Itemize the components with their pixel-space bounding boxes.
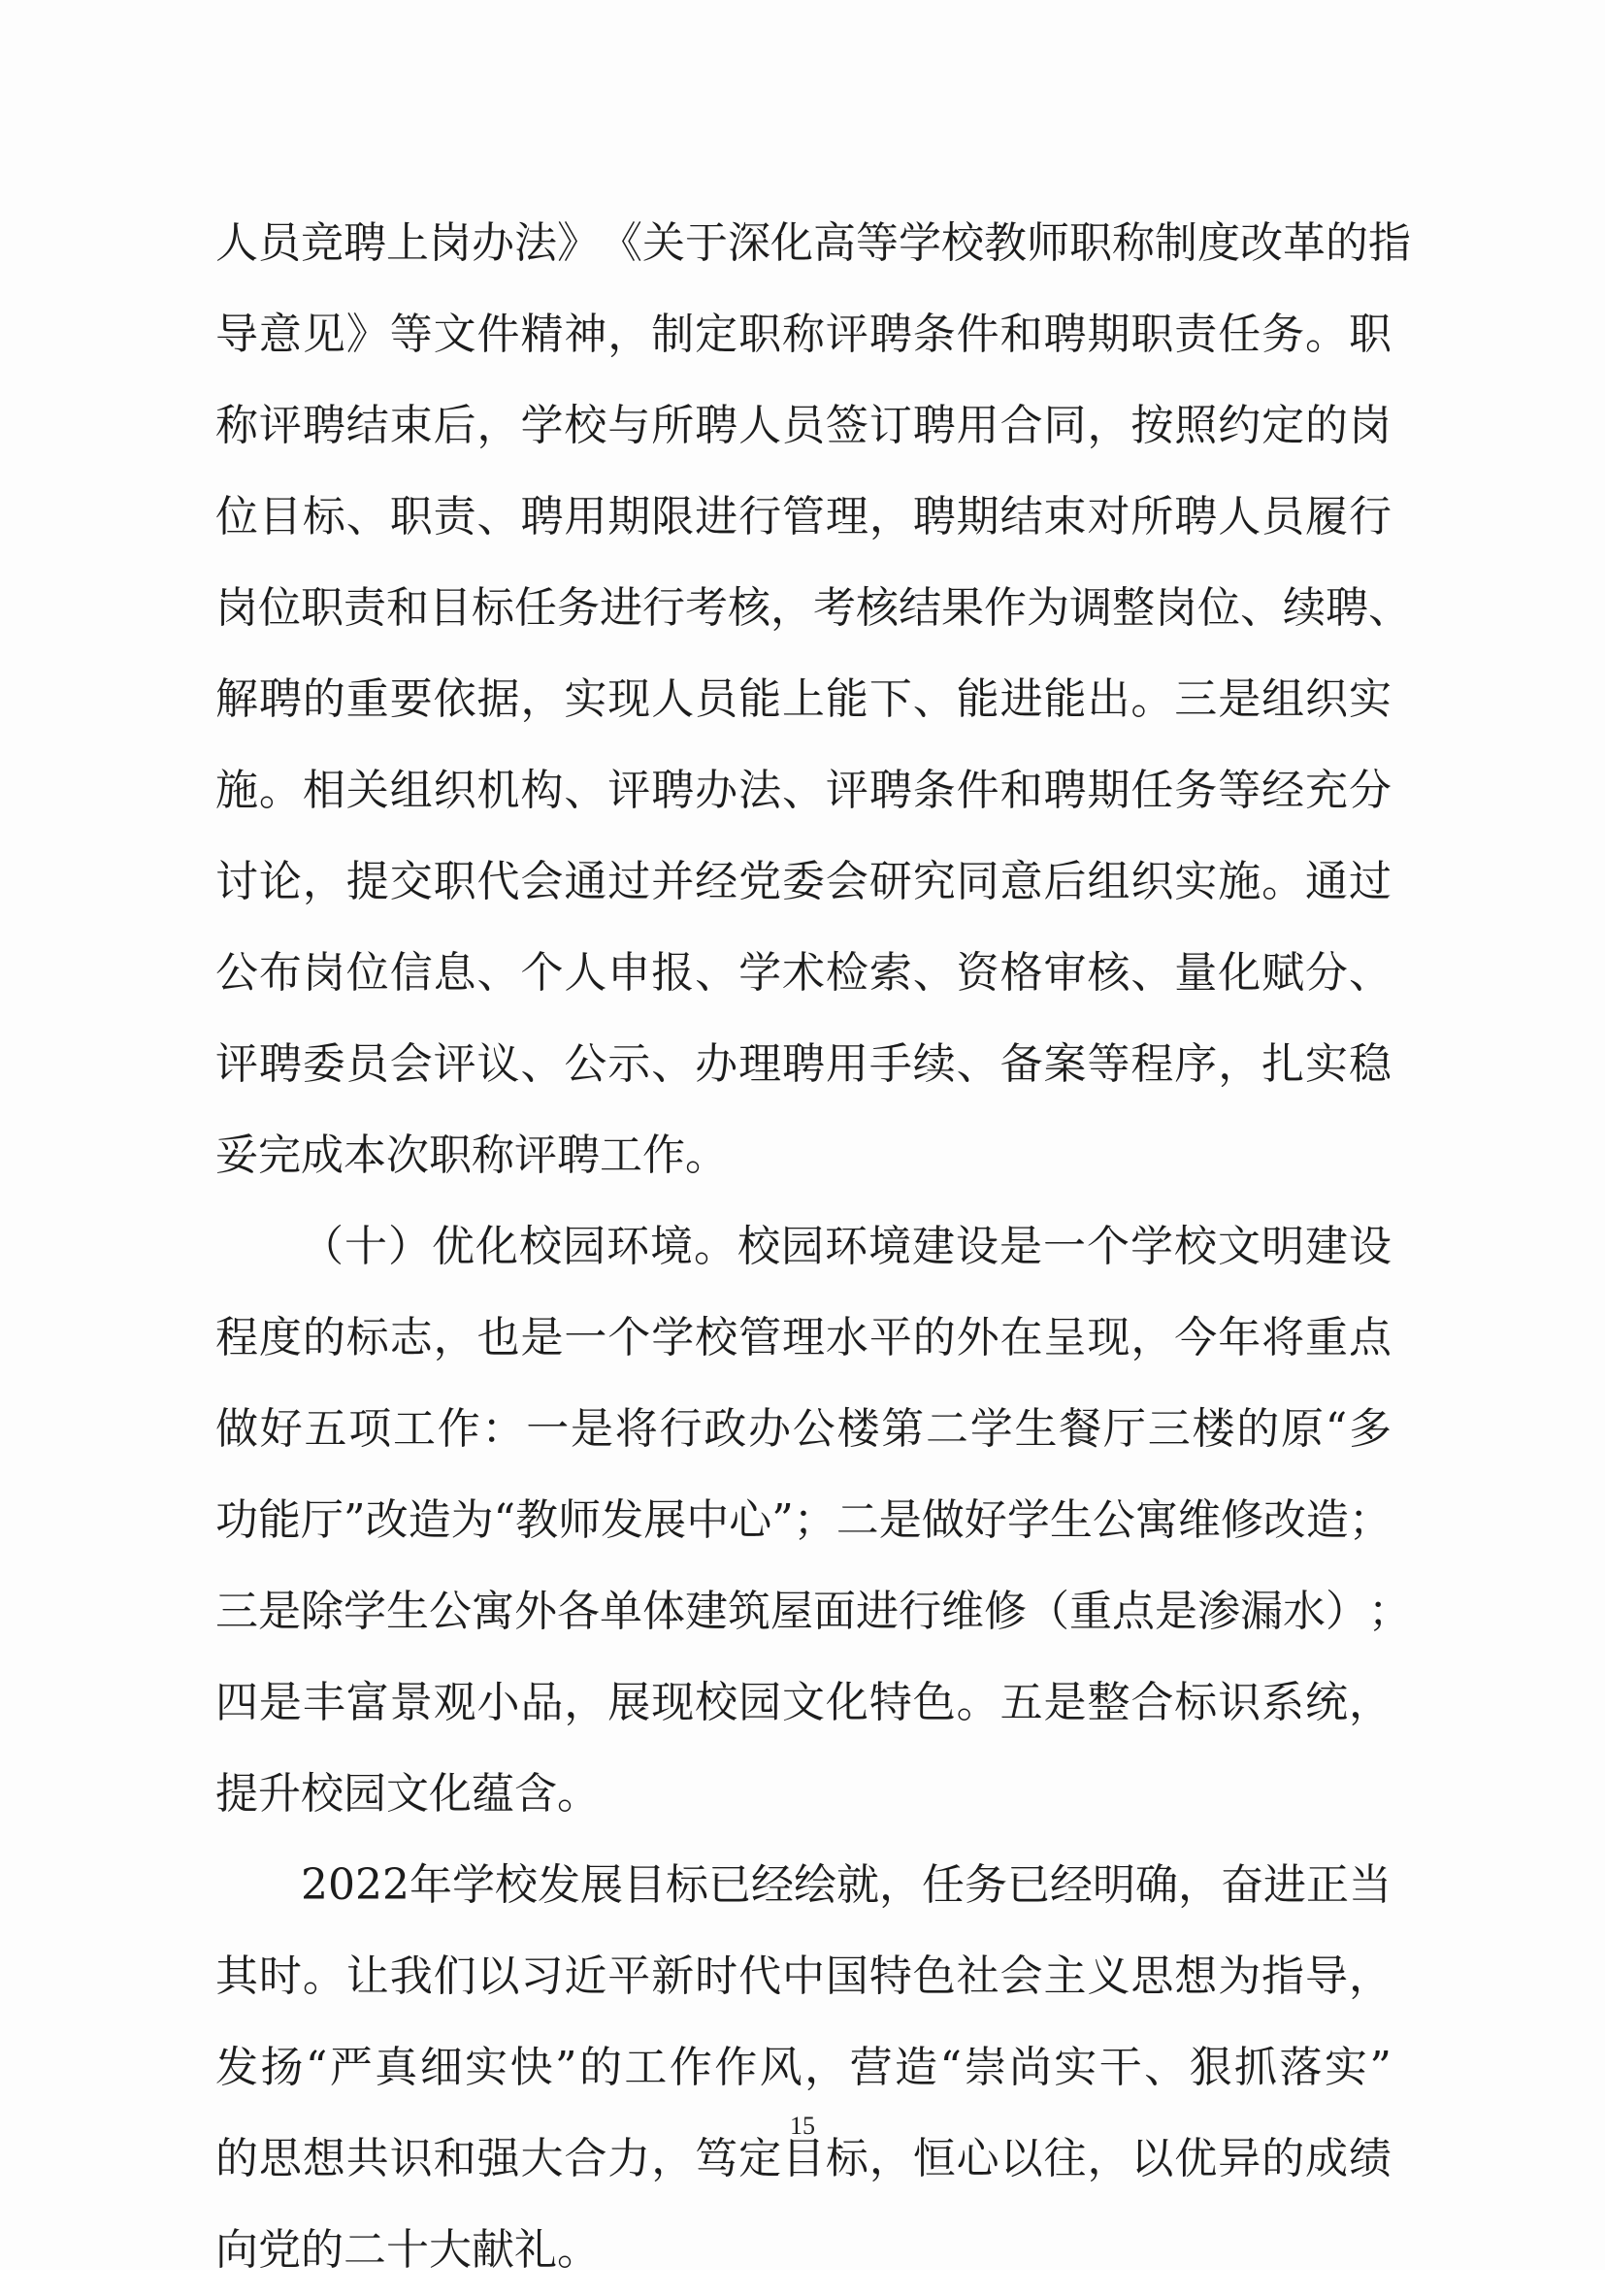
- body-text: [215, 198, 1411, 2296]
- text-line: 妥完成本次职称评聘工作。: [215, 1131, 728, 1180]
- text-line: 岗 位 职 责 和 目 标 任 务 进 行 考 核 ， 考 核 结 果 作 为 调 整 岗 位 、 续 聘 、: [215, 583, 1411, 633]
- text-line: 的 思 想 共 识 和 强 大 合 力 ， 笃 定 目 标 ， 恒 心 以 往 ， 以 优 异 的 成 绩: [215, 2134, 1392, 2183]
- text-line: 三 是 除 学 生 公 寓 外 各 单 体 建 筑 屋 面 进 行 维 修 （ 重 点 是 渗 漏 水 ） ；: [215, 1587, 1411, 1636]
- text-line: 施 。 相 关 组 织 机 构 、 评 聘 办 法 、 评 聘 条 件 和 聘 期 任 务 等 经 充 分: [215, 766, 1392, 815]
- text-line: 功 能 厅 ” 改 造 为 “ 教 师 发 展 中 心 ” ； 二 是 做 好 学 生 公 寓 维 修 改 造 ；: [215, 1495, 1392, 1545]
- text-line: 四 是 丰 富 景 观 小 品 ， 展 现 校 园 文 化 特 色 。 五 是 整 合 标 识 系 统 ，: [215, 1678, 1392, 1727]
- text-line: 公 布 岗 位 信 息 、 个 人 申 报 、 学 术 检 索 、 资 格 审 核 、 量 化 赋 分 、: [215, 948, 1392, 998]
- text-line: 讨 论 ， 提 交 职 代 会 通 过 并 经 党 委 会 研 究 同 意 后 组 织 实 施 。 通 过: [215, 857, 1392, 906]
- text-line: 程 度 的 标 志 ， 也 是 一 个 学 校 管 理 水 平 的 外 在 呈 现 ， 今 年 将 重 点: [215, 1313, 1392, 1362]
- text-line: 其 时 。 让 我 们 以 习 近 平 新 时 代 中 国 特 色 社 会 主 义 思 想 为 指 导 ，: [215, 1952, 1392, 2001]
- text-line: 人 员 竞 聘 上 岗 办 法 》 《 关 于 深 化 高 等 学 校 教 师 职 称 制 度 改 革 的 指: [215, 218, 1411, 268]
- text-line: 称 评 聘 结 束 后 ， 学 校 与 所 聘 人 员 签 订 聘 用 合 同 ， 按 照 约 定 的 岗: [215, 401, 1392, 450]
- page-number: 15: [790, 2112, 815, 2140]
- text-line: 做 好 五 项 工 作 ： 一 是 将 行 政 办 公 楼 第 二 学 生 餐 厅 三 楼 的 原 “ 多: [215, 1404, 1392, 1454]
- text-line: （ 十 ） 优 化 校 园 环 境 。 校 园 环 境 建 设 是 一 个 学 校 文 明 建 设: [301, 1222, 1392, 1271]
- text-line: 2022 年 学 校 发 展 目 标 已 经 绘 就 ， 任 务 已 经 明 确 ， 奋 进 正 当: [301, 1860, 1392, 1910]
- text-line: 解 聘 的 重 要 依 据 ， 实 现 人 员 能 上 能 下 、 能 进 能 出 。 三 是 组 织 实: [215, 674, 1392, 724]
- text-line: 导 意 见 》 等 文 件 精 神 ， 制 定 职 称 评 聘 条 件 和 聘 期 职 责 任 务 。 职: [215, 310, 1392, 359]
- text-line: 提升校园文化蕴含。: [215, 1769, 600, 1819]
- text-line: 向党的二十大献礼。: [215, 2225, 600, 2275]
- text-line: 评 聘 委 员 会 评 议 、 公 示 、 办 理 聘 用 手 续 、 备 案 等 程 序 ， 扎 实 稳: [215, 1039, 1392, 1089]
- text-line: 发 扬 “ 严 真 细 实 快 ” 的 工 作 作 风 ， 营 造 “ 崇 尚 实 干 、 狠 抓 落 实 ”: [215, 2043, 1392, 2092]
- text-line: 位 目 标 、 职 责 、 聘 用 期 限 进 行 管 理 ， 聘 期 结 束 对 所 聘 人 员 履 行: [215, 492, 1392, 541]
